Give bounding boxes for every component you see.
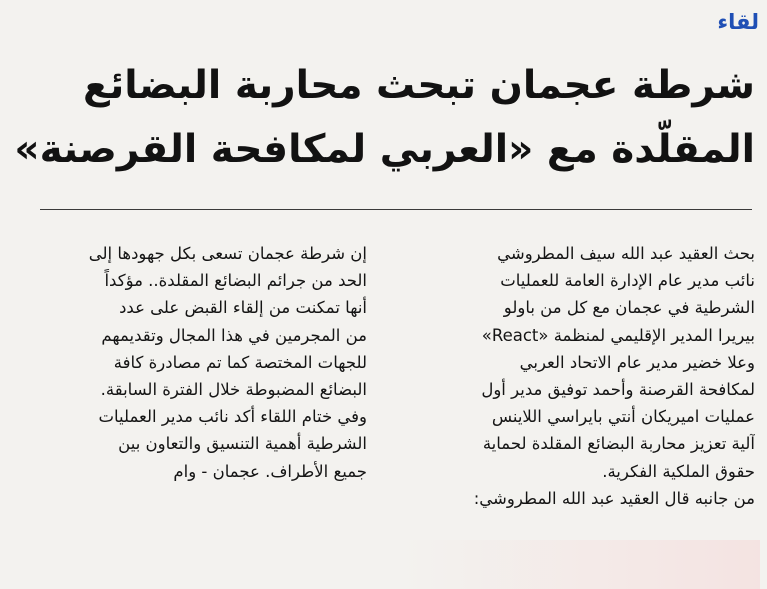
article-line: عمليات اميريكان أنتي بايراسي اللاينس xyxy=(491,407,755,427)
article-column-left xyxy=(12,240,367,485)
article-line: بيريرا المدير الإقليمي لمنظمة «React» xyxy=(481,325,755,345)
article-line: وعلا خضير مدير عام الاتحاد العربي xyxy=(519,352,755,372)
article-column-right xyxy=(383,240,755,512)
article-line: وفي ختام اللقاء أكد نائب مدير العمليات xyxy=(98,407,367,427)
article-line: الشرطية في عجمان مع كل من باولو xyxy=(503,298,755,318)
article-line: نائب مدير عام الإدارة العامة للعمليات xyxy=(500,271,755,291)
section-label: لقاء xyxy=(717,10,759,34)
article-line: البضائع المضبوطة خلال الفترة السابقة. xyxy=(100,380,367,400)
byline: عجمان - وام xyxy=(173,461,260,481)
article-line: من المجرمين في هذا المجال وتقديمهم xyxy=(101,325,367,345)
article-line: من جانبه قال العقيد عبد الله المطروشي: xyxy=(473,488,755,508)
headline-line-2: المقلّدة مع «العربي لمكافحة القرصنة» xyxy=(14,127,755,172)
article-line: بحث العقيد عبد الله سيف المطروشي xyxy=(497,244,755,263)
closing-text: جميع الأطراف. xyxy=(265,461,367,481)
article-line: لمكافحة القرصنة وأحمد توفيق مدير أول xyxy=(481,380,755,400)
divider xyxy=(40,209,752,210)
article-line: للجهات المختصة كما تم مصادرة كافة xyxy=(113,352,367,372)
closing-line xyxy=(12,458,367,485)
article-line: إن شرطة عجمان تسعى بكل جهودها إلى xyxy=(88,244,367,263)
headline-line-1: شرطة عجمان تبحث محاربة البضائع xyxy=(82,63,755,108)
background-stamp xyxy=(400,540,760,589)
article-line: حقوق الملكية الفكرية. xyxy=(602,461,755,481)
article-line: أنها تمكنت من إلقاء القبض على عدد xyxy=(119,298,367,318)
article-line: آلية تعزيز محاربة البضائع المقلدة لحماية xyxy=(482,434,755,454)
article-line: الحد من جرائم البضائع المقلدة.. مؤكداً xyxy=(104,271,367,291)
article-line: الشرطية أهمية التنسيق والتعاون بين xyxy=(118,434,367,454)
